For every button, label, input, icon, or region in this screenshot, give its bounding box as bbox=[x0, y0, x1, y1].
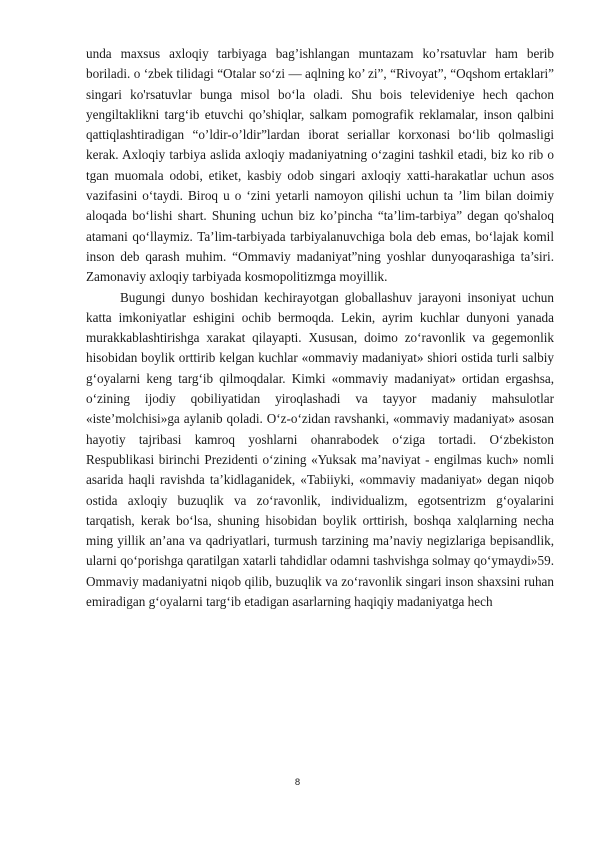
paragraph-1: unda maxsus axloqiy tarbiyaga bag’ishlangan muntazam ko’rsatuvlar ham berib boriladi. o ‘zbek tilidagi “Otalar so‘zi — aqlning ko’ zi”, “Rivoyat”, “Oqshom ertaklari” singari ko'rsatuvlar bunga misol bo‘la oladi. Shu bois televideniye hech qachon yengiltaklikni targ‘ib etuvchi qo’shiqlar, salkam pomografik reklamalar, inson qalbini qattiqlashtiradigan “o’ldir-o’ldir”lardan iborat seriallar korxonasi bo‘lib qolmasligi kerak. Axloqiy tarbiya aslida axloqiy madaniyatning o‘zagini tashkil etadi, biz ko rib o tgan muomala odobi, etiket, kasbiy odob singari axloqiy xatti-harakatlar uchun asos vazifasini o‘taydi. Biroq u o ‘zini yetarli namoyon qilishi uchun ta ’lim bilan doimiy aloqada bo‘lishi shart. Shuning uchun biz ko’pincha “ta’lim-tarbiya” degan qo'shaloq atamani qo‘llaymiz. Ta’lim-tarbiyada tarbiyalanuvchiga bola deb emas, bo‘lajak komil inson deb qarash muhim. “Ommaviy madaniyat”ning yoshlar dunyoqarashiga ta’siri. Zamonaviy axloqiy tarbiyada kosmopolitizmga moyillik. bbox=[86, 46, 554, 285]
page-number: 8 bbox=[294, 777, 301, 788]
body-text bbox=[86, 44, 554, 612]
paragraph-2: Bugungi dunyo boshidan kechirayotgan globallashuv jarayoni insoniyat uchun katta imkoniyatlar eshigini ochib bermoqda. Lekin, ayrim kuchlar dunyoni yanada murakkablashtirishga xarakat qilayapti. Xususan, doimo zo‘ravonlik va gegemonlik hisobidan boylik orttirib kelgan kuchlar «ommaviy madaniyat» shiori ostida turli salbiy g‘oyalarni keng targ‘ib qilmoqdalar. Kimki «ommaviy madaniyat» ortidan ergashsa, o‘zining ijodiy qobiliyatidan yiroqlashadi va tayyor madaniy mahsulotlar «iste’molchisi»ga aylanib qoladi. O‘z-o‘zidan ravshanki, «ommaviy madaniyat» asosan hayotiy tajribasi kamroq yoshlarni ohanrabodek o‘ziga tortadi. O‘zbekiston Respublikasi birinchi Prezidenti o‘zining «Yuksak ma’naviyat - engilmas kuch» nomli asarida haqli ravishda ta’kidlaganidek, «Tabiiyki, «ommaviy madaniyat» degan niqob ostida axloqiy buzuqlik va zo‘ravonlik, individualizm, egotsentrizm g‘oyalarini tarqatish, kerak bo‘lsa, shuning hisobidan boylik orttirish, boshqa xalqlarning necha ming yillik an’ana va qadriyatlari, turmush tarzining ma’naviy negizlariga bepisandlik, ularni qo‘porishga qaratilgan xatarli tahdidlar odamni tashvishga solmay qo‘ymaydi»59. Ommaviy madaniyatni niqob qilib, buzuqlik va zo‘ravonlik singari inson shaxsini ruhan emiradigan g‘oyalarni targ‘ib etadigan asarlarning haqiqiy madaniyatga hech bbox=[86, 289, 554, 610]
